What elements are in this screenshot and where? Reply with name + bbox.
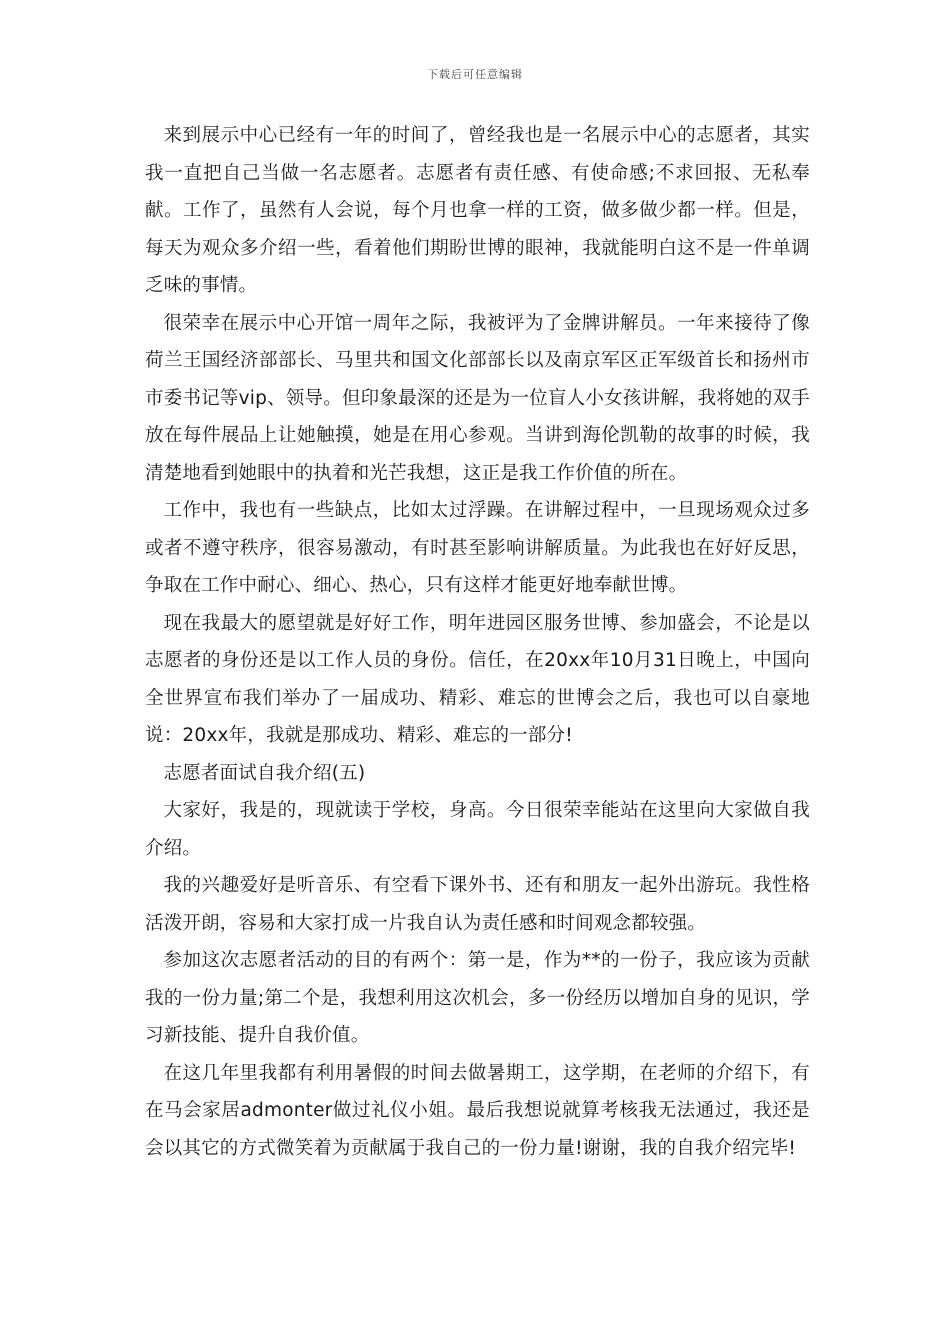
paragraph-3: 工作中，我也有一些缺点，比如太过浮躁。在讲解过程中，一旦现场观众过多或者不遵守秩序，很容易激动，有时甚至影响讲解质量。为此我也在好好反思，争取在工作中耐心、细心、热心，只有这样才能更好地奉献世博。 xyxy=(145,500,810,596)
section-heading: 志愿者面试自我介绍(五) xyxy=(163,762,366,784)
paragraph-5: 大家好，我是的，现就读于学校，身高。今日很荣幸能站在这里向大家做自我介绍。 xyxy=(145,800,810,859)
paragraph-6: 我的兴趣爱好是听音乐、有空看下课外书、还有和朋友一起外出游玩。我性格活泼开朗，容易和大家打成一片我自认为责任感和时间观念都较强。 xyxy=(145,875,810,934)
paragraph-2: 很荣幸在展示中心开馆一周年之际，我被评为了金牌讲解员。一年来接待了像荷兰王国经济部部长、马里共和国文化部部长以及南京军区正军级首长和扬州市市委书记等vip、领导。但印象最深的还是为一位盲人小女孩讲解，我将她的双手放在每件展品上让她触摸，她是在用心参观。当讲到海伦凯勒的故事的时候，我清楚地看到她眼中的执着和光芒我想，这正是我工作价值的所在。 xyxy=(145,312,810,484)
paragraph-1: 来到展示中心已经有一年的时间了，曾经我也是一名展示中心的志愿者，其实我一直把自己当做一名志愿者。志愿者有责任感、有使命感;不求回报、无私奉献。工作了，虽然有人会说，每个月也拿一样的工资，做多做少都一样。但是，每天为观众多介绍一些，看着他们期盼世博的眼神，我就能明白这不是一件单调乏味的事情。 xyxy=(145,125,810,296)
paragraph-4: 现在我最大的愿望就是好好工作，明年进园区服务世博、参加盛会，不论是以志愿者的身份还是以工作人员的身份。信任，在20xx年10月31日晚上，中国向全世界宣布我们举办了一届成功、精彩、难忘的世博会之后，我也可以自豪地说：20xx年，我就是那成功、精彩、难忘的一部分! xyxy=(145,612,810,746)
page-header: 下载后可任意编辑 xyxy=(427,68,523,81)
document-body xyxy=(145,117,810,1167)
paragraph-8: 在这几年里我都有利用暑假的时间去做暑期工，这学期，在老师的介绍下，有在马会家居admonter做过礼仪小姐。最后我想说就算考核我无法通过，我还是会以其它的方式微笑着为贡献属于我自己的一份力量!谢谢，我的自我介绍完毕! xyxy=(145,1062,810,1159)
paragraph-7: 参加这次志愿者活动的目的有两个：第一是，作为**的一份子，我应该为贡献我的一份力量;第二个是，我想利用这次机会，多一份经历以增加自身的见识，学习新技能、提升自我价值。 xyxy=(145,950,810,1046)
